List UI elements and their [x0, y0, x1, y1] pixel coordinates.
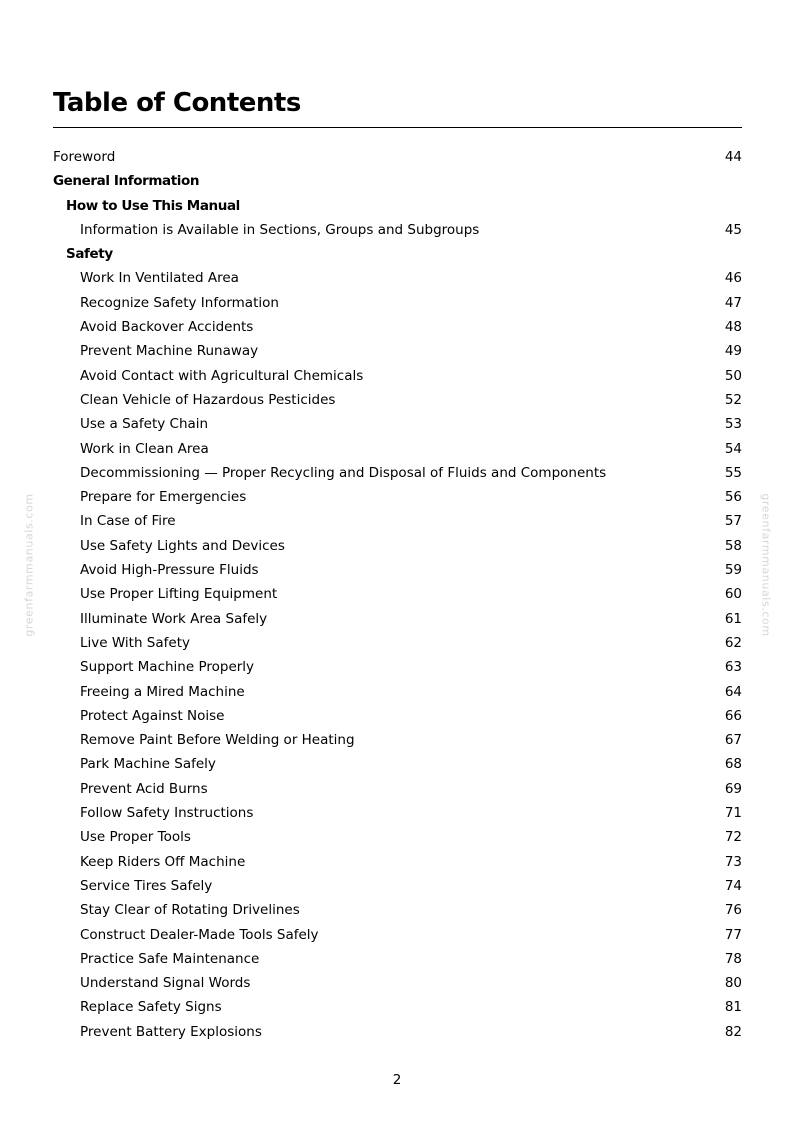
- toc-entry-label: Safety: [66, 246, 113, 263]
- toc-entry[interactable]: [53, 509, 742, 533]
- toc-entry-label: Avoid Contact with Agricultural Chemicals: [80, 367, 364, 384]
- toc-entry-label: Use Safety Lights and Devices: [80, 537, 285, 554]
- toc-entry-label: Freeing a Mired Machine: [80, 683, 245, 700]
- toc-entry-label: Avoid Backover Accidents: [80, 319, 254, 336]
- toc-entry[interactable]: [53, 631, 742, 655]
- toc-entry[interactable]: [53, 291, 742, 315]
- toc-entry-page: 71: [724, 805, 742, 822]
- toc-heading: [53, 169, 742, 193]
- toc-entry-page: 45: [724, 221, 742, 238]
- toc-entry-page: 76: [724, 902, 742, 919]
- toc-entry-page: 58: [724, 537, 742, 554]
- toc-entry[interactable]: [53, 266, 742, 290]
- toc-entry[interactable]: [53, 145, 742, 169]
- toc-entry-label: Illuminate Work Area Safely: [80, 610, 268, 627]
- toc-entry-page: 44: [724, 149, 742, 165]
- toc-entry[interactable]: [53, 1020, 742, 1044]
- toc-entry[interactable]: [53, 655, 742, 679]
- toc-entry[interactable]: [53, 850, 742, 874]
- toc-entry-page: 78: [724, 950, 742, 967]
- toc-entry-page: 74: [724, 877, 742, 894]
- toc-entry[interactable]: [53, 874, 742, 898]
- toc-entry-page: 67: [724, 732, 742, 749]
- toc-entry-label: Practice Safe Maintenance: [80, 950, 260, 967]
- toc-entry-label: In Case of Fire: [80, 513, 176, 530]
- toc-entry-page: 54: [724, 440, 742, 457]
- toc-entry[interactable]: [53, 339, 742, 363]
- page-number: 2: [392, 1072, 402, 1088]
- toc-entry-page: 47: [724, 294, 742, 311]
- toc-entry-page: 56: [724, 489, 742, 506]
- watermark-right: greenfarmmanuals.com: [759, 493, 773, 637]
- toc-entry-label: Keep Riders Off Machine: [80, 853, 246, 870]
- toc-entry-label: Use Proper Tools: [80, 829, 191, 846]
- toc-entry-page: 46: [724, 270, 742, 287]
- toc-entry-page: 62: [724, 634, 742, 651]
- toc-entry[interactable]: [53, 752, 742, 776]
- toc-entry-page: 57: [724, 513, 742, 530]
- toc-entry[interactable]: [53, 461, 742, 485]
- toc-entry-page: 61: [724, 610, 742, 627]
- toc-entry-label: Prevent Acid Burns: [80, 780, 208, 797]
- toc-entry-label: Remove Paint Before Welding or Heating: [80, 732, 355, 749]
- toc-entry-page: 64: [724, 683, 742, 700]
- toc-entry-page: 82: [724, 1023, 742, 1040]
- toc-entry-label: Protect Against Noise: [80, 707, 225, 724]
- toc-entry[interactable]: [53, 412, 742, 436]
- toc-entry-label: Stay Clear of Rotating Drivelines: [80, 902, 300, 919]
- toc-entry-label: Work In Ventilated Area: [80, 270, 239, 287]
- toc-entry-page: 60: [724, 586, 742, 603]
- toc-entry-page: 69: [724, 780, 742, 797]
- toc-entry[interactable]: [53, 315, 742, 339]
- toc-entry[interactable]: [53, 777, 742, 801]
- toc-entry-label: Understand Signal Words: [80, 975, 251, 992]
- toc-entry-page: 55: [724, 464, 742, 481]
- toc-entry-label: Recognize Safety Information: [80, 294, 279, 311]
- toc-entry-page: 73: [724, 853, 742, 870]
- toc-entry-page: 53: [724, 416, 742, 433]
- toc-entry[interactable]: [53, 728, 742, 752]
- toc-entry[interactable]: [53, 364, 742, 388]
- toc-entry-page: 72: [724, 829, 742, 846]
- toc-entry-page: 68: [724, 756, 742, 773]
- toc-entry[interactable]: [53, 534, 742, 558]
- toc-entry-page: 49: [724, 343, 742, 360]
- toc-entry-label: General Information: [53, 173, 200, 190]
- toc-entry-page: 63: [724, 659, 742, 676]
- toc-entry[interactable]: [53, 388, 742, 412]
- toc-entry-page: 80: [724, 975, 742, 992]
- toc-entry-label: Support Machine Properly: [80, 659, 255, 676]
- toc-entry-label: Live With Safety: [80, 634, 190, 651]
- toc-entry-label: Use a Safety Chain: [80, 416, 209, 433]
- toc-entry[interactable]: [53, 825, 742, 849]
- toc-entry-label: Information is Available in Sections, Groups and Subgroups: [80, 221, 480, 238]
- toc-entry[interactable]: [53, 680, 742, 704]
- toc-entry[interactable]: [53, 704, 742, 728]
- toc-entry[interactable]: [53, 971, 742, 995]
- toc-entry-label: Avoid High-Pressure Fluids: [80, 562, 259, 579]
- toc-entry-page: 59: [724, 562, 742, 579]
- toc-entry-label: Clean Vehicle of Hazardous Pesticides: [80, 391, 336, 408]
- toc-entry[interactable]: [53, 801, 742, 825]
- toc-entry[interactable]: [53, 607, 742, 631]
- toc-entry[interactable]: [53, 437, 742, 461]
- toc-entry[interactable]: [53, 947, 742, 971]
- toc-entry-label: Park Machine Safely: [80, 756, 216, 773]
- toc-entry-label: Use Proper Lifting Equipment: [80, 586, 278, 603]
- title-divider: [53, 127, 742, 128]
- toc-entry-page: 66: [724, 707, 742, 724]
- toc-entry-page: 81: [724, 999, 742, 1016]
- toc-entry-label: Construct Dealer-Made Tools Safely: [80, 926, 319, 943]
- watermark-left: greenfarmmanuals.com: [22, 493, 36, 637]
- toc-entry[interactable]: [53, 485, 742, 509]
- toc-entry-page: 50: [724, 367, 742, 384]
- toc-entry-label: Decommissioning — Proper Recycling and Disposal of Fluids and Components: [80, 464, 607, 481]
- toc-heading: [53, 194, 742, 218]
- toc-entry-page: 48: [724, 319, 742, 336]
- toc-entry-label: Prepare for Emergencies: [80, 489, 247, 506]
- toc-heading: [53, 242, 742, 266]
- toc-entry[interactable]: [53, 558, 742, 582]
- toc-entry-label: Prevent Battery Explosions: [80, 1023, 262, 1040]
- toc-entry-page: 52: [724, 391, 742, 408]
- toc-entry-label: Work in Clean Area: [80, 440, 209, 457]
- toc-entry-label: Follow Safety Instructions: [80, 805, 254, 822]
- toc-entry[interactable]: [53, 218, 742, 242]
- toc-entry-label: How to Use This Manual: [66, 197, 240, 214]
- toc-entry-label: Service Tires Safely: [80, 877, 213, 894]
- toc-entry[interactable]: [53, 582, 742, 606]
- toc-entry[interactable]: [53, 898, 742, 922]
- page-title: Table of Contents: [53, 88, 301, 118]
- toc-entry-label: Prevent Machine Runaway: [80, 343, 259, 360]
- toc-entry-page: 77: [724, 926, 742, 943]
- toc-entry[interactable]: [53, 995, 742, 1019]
- toc-entry[interactable]: [53, 923, 742, 947]
- toc-entry-label: Replace Safety Signs: [80, 999, 222, 1016]
- toc-entry-label: Foreword: [53, 149, 116, 165]
- table-of-contents: [53, 145, 742, 1044]
